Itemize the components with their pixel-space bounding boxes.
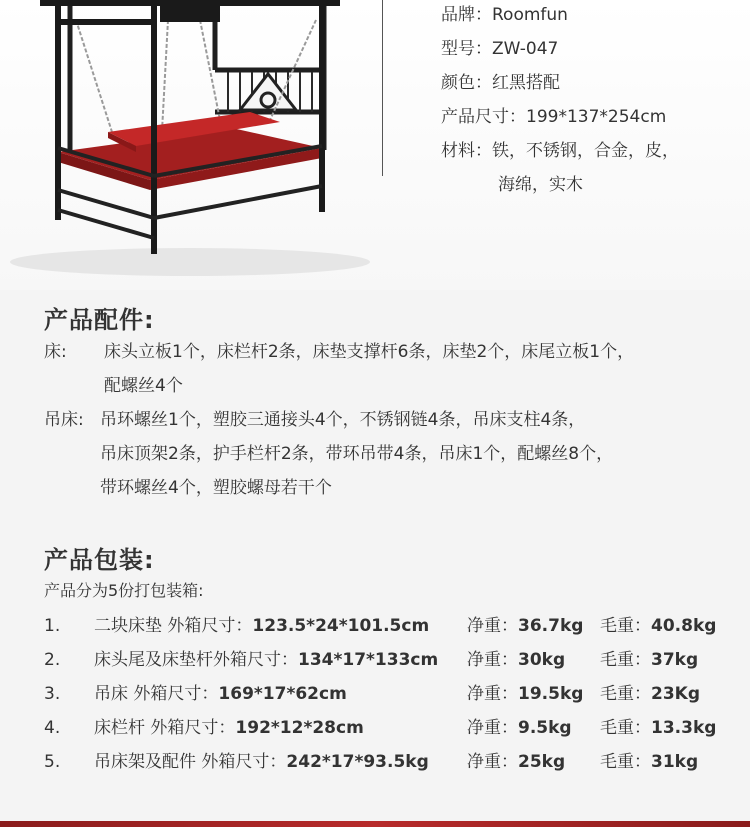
divider-line	[382, 0, 383, 176]
bottom-accent-bar	[0, 821, 750, 827]
spec-brand-label: 品牌：	[441, 5, 492, 25]
net-value: 19.5kg	[518, 684, 584, 704]
net-value: 30kg	[518, 650, 566, 670]
spec-color	[441, 71, 679, 105]
spec-size-value: 199*137*254cm	[526, 107, 667, 127]
package-desc	[94, 609, 429, 643]
package-row	[0, 711, 750, 745]
package-name: 吊床架及配件 外箱尺寸：	[94, 752, 287, 772]
package-row	[0, 643, 750, 677]
product-image	[0, 0, 380, 290]
packaging-intro: 产品分为5份打包装箱:	[44, 581, 204, 600]
packaging-title: 产品包装:	[44, 546, 155, 574]
net-value: 36.7kg	[518, 616, 584, 636]
package-name: 吊床 外箱尺寸：	[94, 684, 219, 704]
spec-material-label: 材料：	[441, 141, 492, 161]
package-gross	[600, 745, 698, 779]
spec-model-label: 型号：	[441, 39, 492, 59]
package-net	[467, 711, 572, 745]
package-row	[0, 677, 750, 711]
net-label: 净重：	[467, 718, 518, 738]
package-num: 3.	[44, 684, 61, 704]
spec-brand	[441, 3, 679, 37]
net-label: 净重：	[467, 650, 518, 670]
net-label: 净重：	[467, 752, 518, 772]
package-dims: 242*17*93.5kg	[286, 752, 429, 772]
package-net	[467, 609, 583, 643]
gross-label: 毛重：	[600, 616, 651, 636]
package-gross	[600, 677, 700, 711]
gross-value: 37kg	[651, 650, 699, 670]
spec-material-cont: 海绵，实木	[498, 175, 583, 195]
hammock-line-3: 带环螺丝4个，塑胶螺母若干个	[100, 478, 332, 498]
spec-color-value: 红黑搭配	[492, 73, 560, 93]
package-gross	[600, 609, 716, 643]
gross-label: 毛重：	[600, 718, 651, 738]
spec-model-value: ZW-047	[492, 39, 559, 59]
package-desc	[94, 745, 429, 779]
spec-model	[441, 37, 679, 71]
spec-size	[441, 105, 679, 139]
bed-line-2: 配螺丝4个	[104, 376, 183, 396]
product-hero	[0, 0, 750, 290]
net-label: 净重：	[467, 684, 518, 704]
hammock-line-2: 吊床顶架2条，护手栏杆2条，带环吊带4条，吊床1个，配螺丝8个，	[100, 444, 614, 464]
package-num: 1.	[44, 616, 61, 636]
package-name: 床栏杆 外箱尺寸：	[94, 718, 236, 738]
bed-label: 床:	[44, 342, 67, 362]
package-desc	[94, 711, 364, 745]
package-gross	[600, 711, 716, 745]
net-value: 9.5kg	[518, 718, 572, 738]
package-net	[467, 745, 565, 779]
package-num: 5.	[44, 752, 61, 772]
spec-list	[441, 3, 679, 207]
package-name: 床头尾及床垫杆外箱尺寸：	[94, 650, 298, 670]
gross-value: 13.3kg	[651, 718, 717, 738]
bed-line-1: 床头立板1个，床栏杆2条，床垫支撑杆6条，床垫2个，床尾立板1个，	[104, 342, 635, 362]
gross-value: 40.8kg	[651, 616, 717, 636]
package-net	[467, 677, 583, 711]
package-net	[467, 643, 565, 677]
accessories-title: 产品配件:	[44, 306, 155, 334]
gross-label: 毛重：	[600, 684, 651, 704]
gross-label: 毛重：	[600, 650, 651, 670]
spec-color-label: 颜色：	[441, 73, 492, 93]
spec-material	[441, 139, 679, 173]
package-row	[0, 609, 750, 643]
package-dims: 169*17*62cm	[218, 684, 347, 704]
package-gross	[600, 643, 698, 677]
package-num: 4.	[44, 718, 61, 738]
hammock-line-1: 吊环螺丝1个，塑胶三通接头4个，不锈钢链4条，吊床支柱4条，	[100, 410, 586, 430]
package-dims: 192*12*28cm	[235, 718, 364, 738]
package-row	[0, 745, 750, 779]
package-dims: 134*17*133cm	[298, 650, 439, 670]
package-desc	[94, 643, 438, 677]
hammock-label: 吊床:	[44, 410, 84, 430]
package-name: 二块床垫 外箱尺寸：	[94, 616, 253, 636]
spec-brand-value: Roomfun	[492, 5, 568, 25]
gross-value: 23Kg	[651, 684, 700, 704]
net-value: 25kg	[518, 752, 566, 772]
spec-size-label: 产品尺寸：	[441, 107, 526, 127]
gross-value: 31kg	[651, 752, 699, 772]
package-desc	[94, 677, 347, 711]
gross-label: 毛重：	[600, 752, 651, 772]
package-num: 2.	[44, 650, 61, 670]
package-dims: 123.5*24*101.5cm	[252, 616, 430, 636]
net-label: 净重：	[467, 616, 518, 636]
spec-material-value: 铁，不锈钢，合金，皮，	[492, 141, 679, 161]
